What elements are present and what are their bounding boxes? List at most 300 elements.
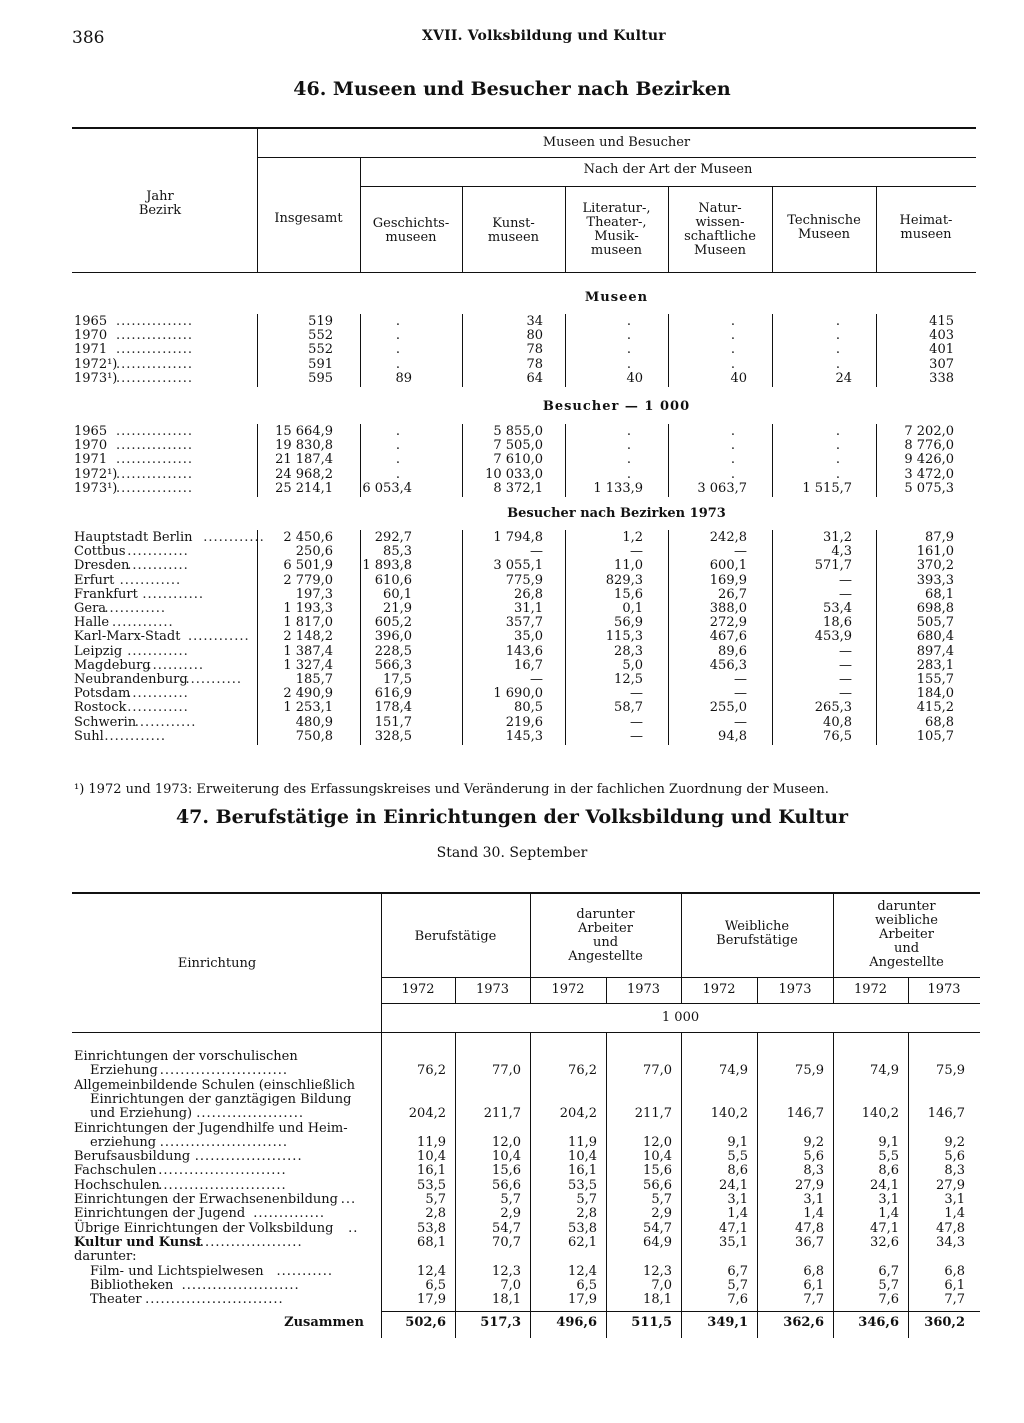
group-header-weibliche: Weibliche Berufstätige [716,919,798,948]
leader-dots: ............ [142,586,204,602]
leader-dots: ............... [116,480,193,496]
cell-value: 1,4 [878,1206,899,1222]
cell-value: 21,9 [383,601,412,616]
cell-value: . [730,438,735,454]
cell-value: — [734,686,747,702]
cell-value: 698,8 [916,601,954,616]
cell-value: 19 830,8 [275,438,333,454]
cell-value: — [734,544,747,560]
table46-group-header: Museen und Besucher [542,135,691,150]
leader-dots: ............ [188,629,250,645]
table-row [0,588,1024,602]
row-label: 1971 [74,452,108,468]
cell-value: 7,6 [727,1292,748,1308]
cell-value: 328,5 [374,728,412,744]
cell-value: . [835,342,840,358]
table-row [0,315,1024,329]
cell-value: 8 372,1 [493,480,543,496]
cell-value: 53,5 [417,1177,446,1193]
leader-dots: ............ [104,728,166,744]
cell-value: 2,9 [651,1206,672,1222]
cell-value: 140,2 [710,1105,748,1121]
cell-value: . [835,314,840,329]
cell-value: 265,3 [814,700,852,716]
cell-value: 10 033,0 [485,466,543,482]
cell-value: 12,0 [492,1134,521,1150]
cell-value: 3,1 [944,1192,965,1207]
cell-value: 40 [730,370,747,386]
cell-value: 362,6 [783,1315,824,1330]
cell-value: 5 855,0 [493,424,543,439]
cell-value: 64,9 [643,1234,672,1250]
cell-value: 480,9 [295,714,333,730]
cell-value: 5,7 [500,1192,521,1207]
row-line [0,1164,1024,1178]
row-label: und Erziehung) [90,1105,193,1121]
table-row [0,329,1024,343]
leader-dots: ............ [127,700,189,716]
cell-value: . [626,424,631,439]
cell-value: 15,6 [614,586,643,602]
cell-value: 204,2 [559,1105,597,1121]
row-line [0,1050,1024,1064]
cell-value: 87,9 [925,530,954,545]
cell-value: 600,1 [709,558,747,574]
leader-dots: ......................... [159,1134,288,1150]
cell-value: — [734,672,747,687]
cell-value: 47,8 [936,1220,965,1236]
cell-value: — [839,657,852,673]
cell-value: 15,6 [643,1163,672,1179]
table46-footnote: ¹) 1972 und 1973: Erweiterung des Erfassungskreises und Veränderung in der fachlichen Zuordnung der Museen. [74,782,829,797]
cell-value: 5,6 [803,1149,824,1165]
cell-value: 456,3 [709,657,747,673]
group-header-berufstaetige: Berufstätige [414,929,497,944]
cell-value: . [730,342,735,358]
cell-value: 53,8 [417,1220,446,1236]
cell-value: 60,1 [383,586,412,602]
leader-dots: ........... [276,1263,333,1279]
cell-value: 401 [929,342,954,358]
cell-value: . [395,314,400,329]
cell-value: 80,5 [514,700,543,716]
cell-value: 7,7 [803,1292,824,1308]
cell-value: 5,0 [622,657,643,673]
row-line [0,1250,1024,1264]
cell-value: 219,6 [505,714,543,730]
cell-value: 7,7 [944,1292,965,1308]
cell-value: 571,7 [814,558,852,574]
cell-value: 6,8 [944,1263,965,1279]
cell-value: 185,7 [295,672,333,687]
cell-value: — [839,572,852,588]
cell-value: 2 450,6 [283,530,333,545]
cell-value: 169,9 [709,572,747,588]
table47-stub-header: Einrichtung [177,956,257,971]
cell-value: 58,7 [614,700,643,716]
cell-value: 178,4 [374,700,412,716]
cell-value: 78 [526,342,543,358]
cell-value: 47,1 [719,1220,748,1236]
row-label: Leipzig [74,643,123,659]
table-row [0,468,1024,482]
row-label: Bibliotheken [90,1277,174,1293]
row-label: Theater [90,1292,142,1308]
cell-value: 3 063,7 [697,480,747,496]
table-row [0,630,1024,644]
row-line [0,1207,1024,1221]
leader-dots: ............... [116,466,193,482]
cell-value: . [626,342,631,358]
cell-value: — [839,672,852,687]
cell-value: 11,9 [568,1134,597,1150]
cell-value: 1 193,3 [283,601,333,616]
cell-value: 24,1 [719,1177,748,1193]
cell-value: 21 187,4 [275,452,333,468]
table-row [0,358,1024,372]
cell-value: 211,7 [483,1105,521,1121]
cell-value: 12,0 [643,1134,672,1150]
cell-value: 3,1 [727,1192,748,1207]
cell-value: 16,1 [568,1163,597,1179]
cell-value: 3 472,0 [904,466,954,482]
cell-value: 5,5 [727,1149,748,1165]
cell-value: — [839,643,852,659]
cell-value: . [730,328,735,344]
table-row [0,439,1024,453]
table-row [0,602,1024,616]
cell-value: 140,2 [861,1105,899,1121]
cell-value: 7 505,0 [493,438,543,454]
cell-value: 1,4 [944,1206,965,1222]
cell-value: 74,9 [870,1063,899,1078]
row-line [0,1079,1024,1093]
row-label: 1973¹) [74,370,118,386]
table-row [0,343,1024,357]
cell-value: 10,4 [492,1149,521,1165]
row-label: Einrichtungen der Jugend [74,1206,246,1222]
cell-value: 502,6 [405,1315,446,1330]
cell-value: 24 [835,370,852,386]
col-header-literaturmuseen: Literatur-, Theater-, Musik- museen [582,201,651,258]
row-label: Hochschulen [74,1177,160,1193]
year-header: 1973 [778,982,812,997]
leader-dots: ............ [104,601,166,616]
row-label: Cottbus [74,544,126,560]
leader-dots: ............... [116,356,193,372]
cell-value: 5,7 [651,1192,672,1207]
row-line [0,1136,1024,1150]
row-label: Dresden [74,558,130,574]
cell-value: . [626,328,631,344]
cell-value: 24 968,2 [275,466,333,482]
table-row [0,372,1024,386]
leader-dots: ....................... [181,1277,300,1293]
cell-value: 145,3 [505,728,543,744]
cell-value: 1 133,9 [593,480,643,496]
cell-value: 505,7 [916,615,954,631]
cell-value: 77,0 [492,1063,521,1078]
cell-value: 8,6 [878,1163,899,1179]
cell-value: 2,8 [425,1206,446,1222]
cell-value: 56,6 [492,1177,521,1193]
leader-dots: ............... [116,438,193,454]
table-row [0,659,1024,673]
row-label: Schwerin [74,714,137,730]
cell-value: 829,3 [605,572,643,588]
year-header: 1972 [401,982,435,997]
table-row [0,559,1024,573]
cell-value: 204,2 [408,1105,446,1121]
cell-value: 2,9 [500,1206,521,1222]
cell-value: . [835,328,840,344]
cell-value: 35,1 [719,1234,748,1250]
cell-value: . [835,424,840,439]
row-label: 1970 [74,438,108,454]
cell-value: . [395,466,400,482]
year-header: 1973 [927,982,961,997]
leader-dots: ............ [180,672,242,687]
cell-value: . [395,328,400,344]
row-line [0,1279,1024,1293]
cell-value: 255,0 [709,700,747,716]
cell-value: 415 [929,314,954,329]
cell-value: 70,7 [492,1234,521,1250]
row-label: 1970 [74,328,108,344]
cell-value: 396,0 [374,629,412,645]
table46-title: 46. Museen und Besucher nach Bezirken [293,78,731,100]
cell-value: 360,2 [924,1315,965,1330]
cell-value: 10,4 [568,1149,597,1165]
leader-dots: ............... [116,342,193,358]
cell-value: . [626,356,631,372]
cell-value: 68,8 [925,714,954,730]
table46-total-header: Insgesamt [274,211,343,226]
leader-dots: .. [348,1220,359,1236]
cell-value: 370,2 [916,558,954,574]
row-label: Einrichtungen der Erwachsenenbildung [74,1192,338,1207]
table46-stub-header [110,190,210,218]
year-header: 1972 [853,982,888,997]
col-header-technische-museen: Technische Museen [787,213,861,242]
table47-title: 47. Berufstätige in Einrichtungen der Volksbildung und Kultur [175,806,849,828]
cell-value: 349,1 [707,1315,748,1330]
leader-dots: ............ [127,544,189,560]
col-header-geschichtsmuseen: Geschichts- museen [372,216,450,245]
cell-value: 9 426,0 [904,452,954,468]
cell-value: 388,0 [709,601,747,616]
cell-value: 36,7 [795,1234,824,1250]
cell-value: 75,9 [936,1063,965,1078]
cell-value: 26,8 [514,586,543,602]
row-line [0,1093,1024,1107]
cell-value: 10,4 [417,1149,446,1165]
cell-value: 228,5 [374,643,412,659]
cell-value: 8 776,0 [904,438,954,454]
cell-value: 3 055,1 [493,558,543,574]
cell-value: . [730,314,735,329]
cell-value: . [626,466,631,482]
cell-value: 566,3 [374,657,412,673]
cell-value: 34,3 [936,1234,965,1250]
total-row [0,1316,1024,1330]
row-label: Kultur und Kunst [74,1234,202,1250]
cell-value: 415,2 [916,700,954,716]
cell-value: 0,1 [622,601,643,616]
cell-value: — [630,728,643,744]
cell-value: 40 [626,370,643,386]
leader-dots: ........................... [145,1292,284,1308]
row-label: Magdeburg [74,657,151,673]
cell-value: 610,6 [374,572,412,588]
cell-value: 12,3 [643,1263,672,1279]
cell-value: 62,1 [568,1234,597,1250]
row-line [0,1193,1024,1207]
cell-value: 1 690,0 [493,686,543,702]
cell-value: 94,8 [718,728,747,744]
leader-dots: ............... [116,452,193,468]
cell-value: 75,9 [795,1063,824,1078]
unit-header: 1 000 [661,1010,700,1025]
cell-value: 272,9 [709,615,747,631]
leader-dots: ............ [127,686,189,702]
table-row [0,574,1024,588]
cell-value: 27,9 [795,1177,824,1193]
cell-value: 35,0 [514,629,543,645]
cell-value: — [630,686,643,702]
cell-value: 1,4 [803,1206,824,1222]
cell-value: 5,5 [878,1149,899,1165]
cell-value: 3,1 [803,1192,824,1207]
leader-dots: .............. [253,1206,326,1222]
cell-value: 47,8 [795,1220,824,1236]
cell-value: 27,9 [936,1177,965,1193]
row-label: 1972¹) [74,356,118,372]
cell-value: 750,8 [295,728,333,744]
cell-value: 6,1 [803,1277,824,1293]
leader-dots: ......................... [158,1177,287,1193]
cell-value: 250,6 [295,544,333,560]
cell-value: — [530,672,543,687]
cell-value: . [835,356,840,372]
group-header-arbeiter: darunter Arbeiter und Angestellte [568,907,643,964]
cell-value: 2 148,2 [283,629,333,645]
cell-value: 1 327,4 [283,657,333,673]
cell-value: 1 253,1 [283,700,333,716]
leader-dots: ..................... [196,1105,304,1121]
cell-value: . [395,356,400,372]
row-label: Rostock [74,700,127,716]
cell-value: 18,1 [492,1292,521,1308]
table-row [0,453,1024,467]
cell-value: 18,6 [823,615,852,631]
table-row [0,645,1024,659]
cell-value: 12,4 [417,1263,446,1279]
cell-value: 393,3 [916,572,954,588]
leader-dots: ... [340,1192,357,1207]
cell-value: . [835,452,840,468]
row-label: Karl-Marx-Stadt [74,629,181,645]
cell-value: 775,9 [505,572,543,588]
leader-dots: ............... [116,370,193,386]
stub-header-text: Jahr Bezirk [138,189,182,218]
leader-dots: ............... [116,314,193,329]
row-label: Übrige Einrichtungen der Volksbildung [74,1220,334,1236]
table-row [0,531,1024,545]
leader-dots: ..................... [194,1149,303,1165]
cell-value: 54,7 [643,1220,672,1236]
cell-value: 56,9 [614,615,643,631]
cell-value: 78 [526,356,543,372]
cell-value: — [630,714,643,730]
cell-value: 53,8 [568,1220,597,1236]
table-row [0,687,1024,701]
cell-value: 40,8 [823,714,852,730]
row-label: erziehung [90,1134,157,1150]
cell-value: 24,1 [870,1177,899,1193]
cell-value: 9,1 [878,1134,899,1150]
cell-value: 1,4 [727,1206,748,1222]
cell-value: 7,0 [651,1277,672,1293]
cell-value: 1 515,7 [802,480,852,496]
cell-value: 64 [526,370,543,386]
cell-value: 8,6 [727,1163,748,1179]
cell-value: 307 [929,356,954,372]
cell-value: 897,4 [916,643,954,659]
row-label: Fachschulen [74,1163,157,1179]
row-label: Allgemeinbildende Schulen (einschließlich [74,1077,356,1093]
cell-value: . [626,452,631,468]
group-header-weibliche-arbeiter: darunter weibliche Arbeiter und Angestellte [869,899,944,970]
cell-value: 9,2 [803,1134,824,1150]
cell-value: — [530,544,543,560]
cell-value: 89,6 [718,643,747,659]
leader-dots: ......................... [159,1063,288,1078]
cell-value: . [395,424,400,439]
cell-value: 1 794,8 [493,530,543,545]
cell-value: . [730,452,735,468]
row-label: Berufsausbildung [74,1149,191,1165]
cell-value: — [630,544,643,560]
cell-value: 1 893,8 [362,558,412,574]
cell-value: . [626,314,631,329]
cell-value: 6 501,9 [283,558,333,574]
cell-value: 7 610,0 [493,452,543,468]
cell-value: 12,4 [568,1263,597,1279]
leader-dots: ............... [116,328,193,344]
cell-value: 146,7 [786,1105,824,1121]
cell-value: — [839,686,852,702]
year-header: 1973 [626,982,661,997]
cell-value: 519 [308,314,333,329]
row-label: 1973¹) [74,480,118,496]
cell-value: — [734,714,747,730]
cell-value: 283,1 [916,657,954,673]
cell-value: . [730,466,735,482]
cell-value: 146,7 [927,1105,965,1121]
col-header-heimatmuseen: Heimat- museen [899,213,953,242]
cell-value: 17,9 [568,1292,597,1308]
cell-value: 6,1 [944,1277,965,1293]
cell-value: 12,5 [614,672,643,687]
cell-value: 2,8 [576,1206,597,1222]
cell-value: 338 [929,370,954,386]
cell-value: 34 [526,314,543,329]
year-header: 1972 [551,982,585,997]
table-row [0,425,1024,439]
cell-value: 53,4 [823,601,852,616]
row-label: Erziehung [90,1063,158,1078]
